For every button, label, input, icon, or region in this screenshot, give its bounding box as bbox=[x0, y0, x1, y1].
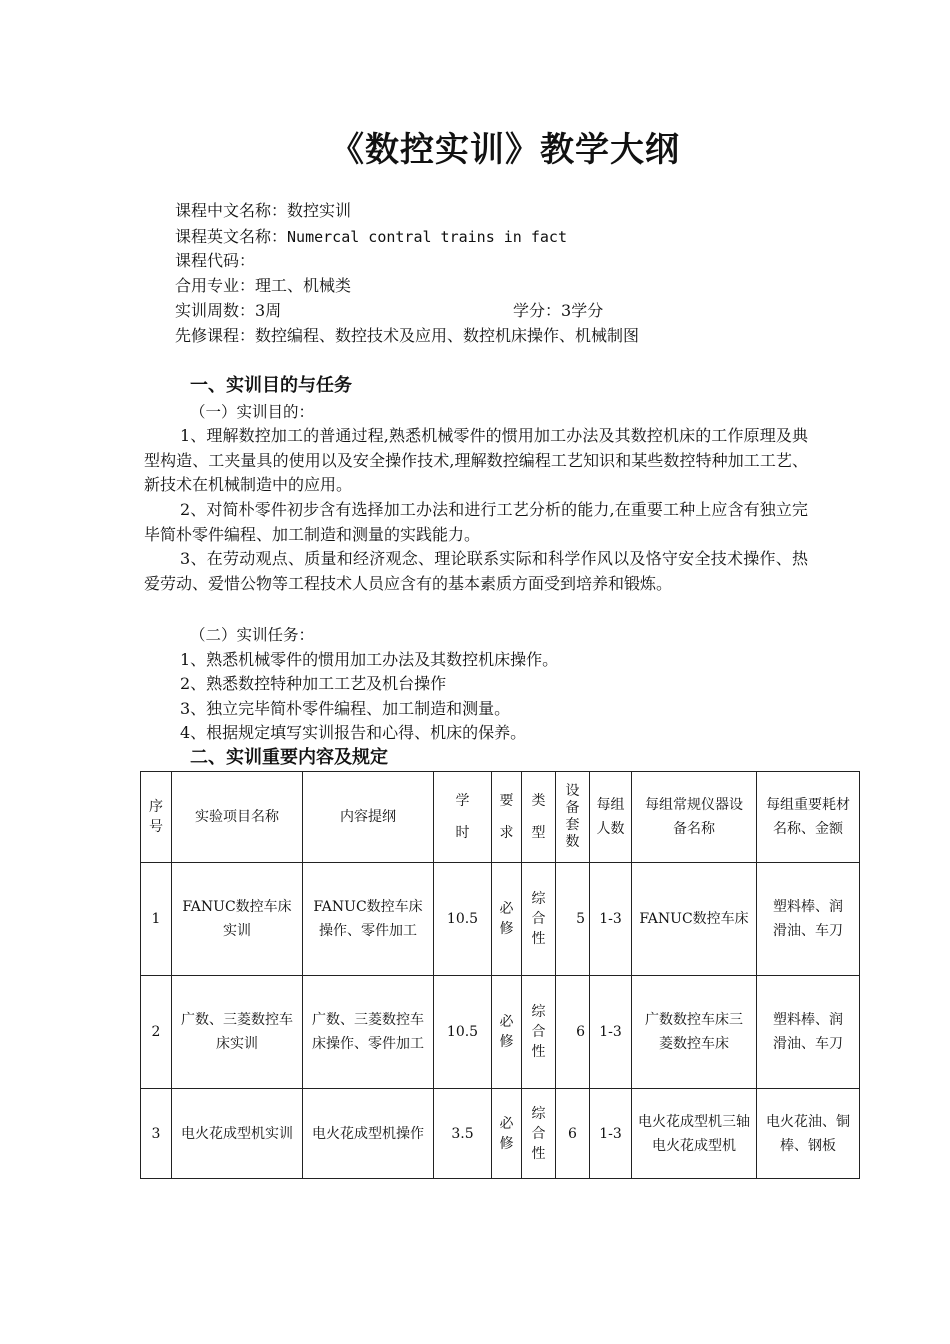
cell-people: 1-3 bbox=[590, 1089, 632, 1179]
header-cell: 要求 bbox=[492, 772, 522, 863]
cell-req: 必修 bbox=[492, 863, 522, 976]
cell-req: 必修 bbox=[492, 1089, 522, 1179]
objective-paragraph: 1、理解数控加工的普通过程,熟悉机械零件的惯用加工办法及其数控机床的工作原理及典型构造、工夹量具的使用以及安全操作技术,理解数控编程工艺知识和某些数控特种加工工艺、新技术在机械制造中的应用。 bbox=[144, 426, 808, 494]
cell-name: 广数、三菱数控车床实训 bbox=[172, 976, 303, 1089]
meta-value: 3周 bbox=[255, 301, 282, 320]
cell-sets: 6 bbox=[556, 976, 590, 1089]
meta-code bbox=[175, 251, 255, 271]
header-cell: 序号 bbox=[141, 772, 172, 863]
table-row bbox=[141, 863, 860, 976]
task-item: 3、独立完毕简朴零件编程、加工制造和测量。 bbox=[180, 699, 511, 718]
cell-seq: 1 bbox=[141, 863, 172, 976]
cell-type: 综合性 bbox=[522, 1089, 556, 1179]
meta-value: 数控编程、数控技术及应用、数控机床操作、机械制图 bbox=[255, 326, 640, 345]
cell-outline: 广数、三菱数控车床操作、零件加工 bbox=[303, 976, 434, 1089]
meta-label: 学分： bbox=[513, 301, 562, 320]
section1-heading: 一、实训目的与任务 bbox=[190, 375, 352, 396]
cell-equip: FANUC数控车床 bbox=[632, 863, 757, 976]
cell-people: 1-3 bbox=[590, 976, 632, 1089]
cell-seq: 3 bbox=[141, 1089, 172, 1179]
meta-value: 3学分 bbox=[561, 301, 604, 320]
curriculum-table bbox=[140, 771, 860, 1179]
objective-paragraph: 2、对简朴零件初步含有选择加工办法和进行工艺分析的能力,在重要工种上应含有独立完毕简朴零件编程、加工制造和测量的实践能力。 bbox=[144, 500, 808, 544]
section1-sub2: （二）实训任务： bbox=[190, 626, 315, 644]
cell-people: 1-3 bbox=[590, 863, 632, 976]
header-cell: 每组人数 bbox=[590, 772, 632, 863]
cell-material: 塑料棒、润滑油、车刀 bbox=[757, 976, 860, 1089]
meta-label: 合用专业： bbox=[175, 276, 256, 295]
meta-value: 理工、机械类 bbox=[255, 276, 352, 295]
meta-label: 课程英文名称： bbox=[175, 227, 288, 246]
table-header-row bbox=[141, 772, 860, 863]
header-cell: 类型 bbox=[522, 772, 556, 863]
cell-name: FANUC数控车床实训 bbox=[172, 863, 303, 976]
meta-prereq bbox=[175, 326, 639, 346]
task-item: 1、熟悉机械零件的惯用加工办法及其数控机床操作。 bbox=[180, 650, 559, 669]
meta-value: Numercal contral trains in fact bbox=[287, 228, 567, 246]
document-title: 《数控实训》教学大纲 bbox=[330, 130, 680, 170]
meta-value: 数控实训 bbox=[287, 201, 352, 220]
cell-name: 电火花成型机实训 bbox=[172, 1089, 303, 1179]
cell-material: 塑料棒、润滑油、车刀 bbox=[757, 863, 860, 976]
cell-outline: 电火花成型机操作 bbox=[303, 1089, 434, 1179]
cell-req: 必修 bbox=[492, 976, 522, 1089]
task-item: 2、熟悉数控特种加工工艺及机台操作 bbox=[180, 674, 447, 693]
meta-credits bbox=[513, 301, 603, 321]
section2-heading: 二、实训重要内容及规定 bbox=[190, 747, 388, 768]
cell-hours: 10.5 bbox=[434, 976, 492, 1089]
cell-material: 电火花油、铜棒、钢板 bbox=[757, 1089, 860, 1179]
cell-sets: 6 bbox=[556, 1089, 590, 1179]
meta-weeks bbox=[175, 301, 281, 321]
task-item: 4、根据规定填写实训报告和心得、机床的保养。 bbox=[180, 723, 527, 742]
cell-type: 综合性 bbox=[522, 976, 556, 1089]
cell-equip: 广数数控车床三菱数控车床 bbox=[632, 976, 757, 1089]
section1-sub1: （一）实训目的： bbox=[190, 403, 315, 421]
header-cell: 设备套数 bbox=[556, 772, 590, 863]
header-cell: 学时 bbox=[434, 772, 492, 863]
cell-type: 综合性 bbox=[522, 863, 556, 976]
table-row bbox=[141, 976, 860, 1089]
meta-en-name bbox=[175, 227, 567, 247]
meta-major bbox=[175, 276, 351, 296]
objective-paragraph: 3、在劳动观点、质量和经济观念、理论联系实际和科学作风以及恪守安全技术操作、热爱劳动、爱惜公物等工程技术人员应含有的基本素质方面受到培养和锻炼。 bbox=[144, 549, 808, 593]
meta-cn-name bbox=[175, 201, 351, 221]
meta-label: 实训周数： bbox=[175, 301, 256, 320]
header-cell: 每组常规仪器设备名称 bbox=[632, 772, 757, 863]
cell-sets: 5 bbox=[556, 863, 590, 976]
cell-equip: 电火花成型机三轴电火花成型机 bbox=[632, 1089, 757, 1179]
cell-seq: 2 bbox=[141, 976, 172, 1089]
header-cell: 内容提纲 bbox=[303, 772, 434, 863]
cell-outline: FANUC数控车床操作、零件加工 bbox=[303, 863, 434, 976]
header-cell: 实验项目名称 bbox=[172, 772, 303, 863]
meta-label: 课程代码： bbox=[175, 251, 256, 270]
header-cell: 每组重要耗材名称、金额 bbox=[757, 772, 860, 863]
table-row bbox=[141, 1089, 860, 1179]
cell-hours: 10.5 bbox=[434, 863, 492, 976]
meta-label: 先修课程： bbox=[175, 326, 256, 345]
meta-label: 课程中文名称： bbox=[175, 201, 288, 220]
cell-hours: 3.5 bbox=[434, 1089, 492, 1179]
